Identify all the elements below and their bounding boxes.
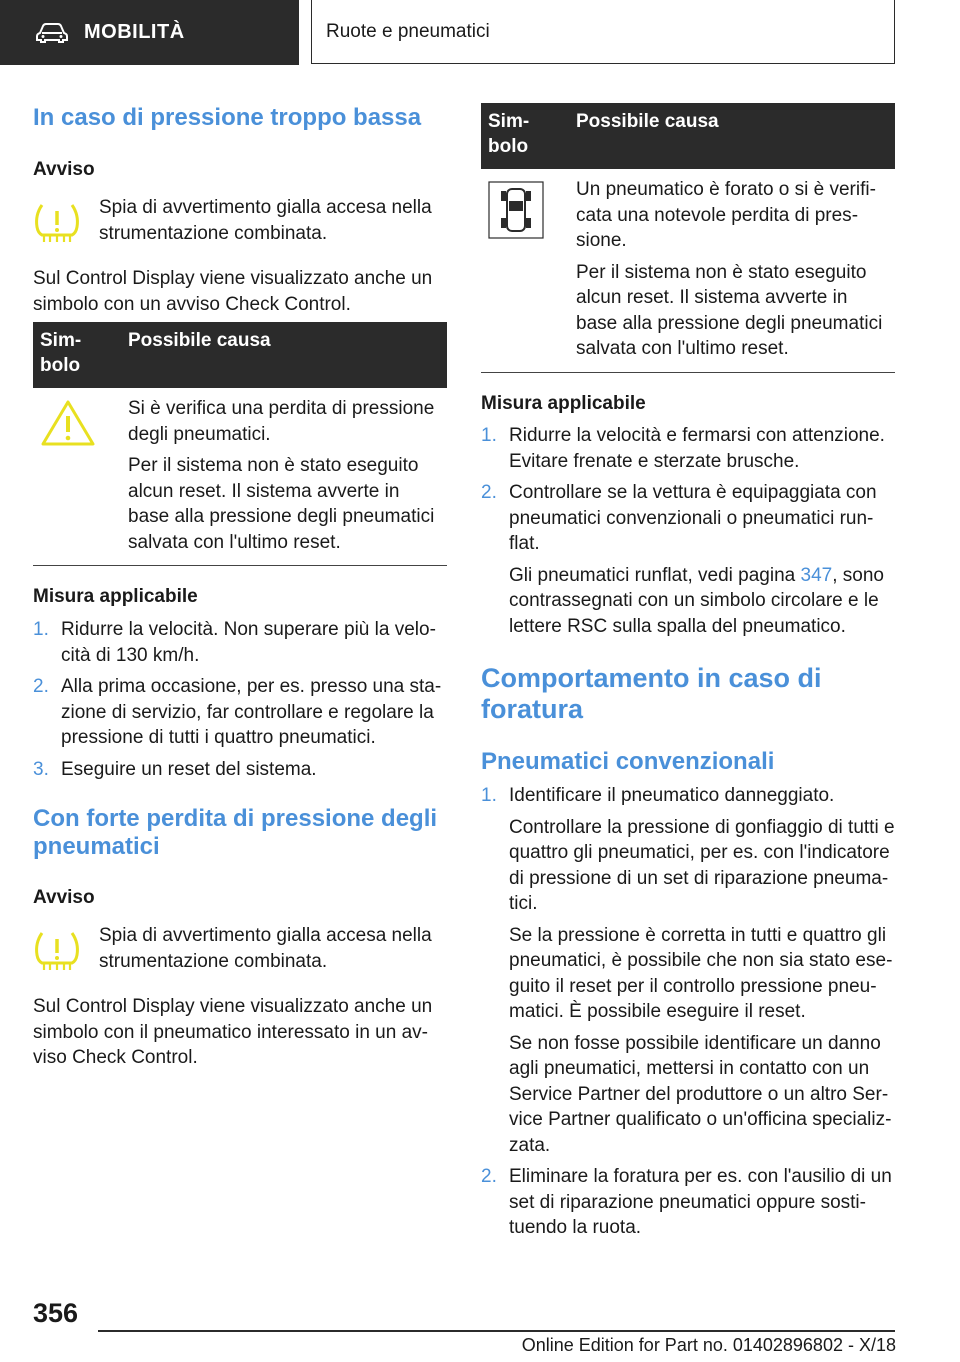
list-item [33, 674, 447, 751]
step-number: 2. [481, 482, 497, 503]
conventional-steps [481, 783, 895, 1247]
notice2-label: Avviso [33, 887, 95, 908]
cause-text-1: Si è verifica una perdita di pressione degli pneumatici. [128, 398, 435, 445]
car-tire-top-view-icon [488, 181, 544, 239]
step-number: 2. [481, 1166, 497, 1187]
chapter-tab [311, 0, 895, 64]
list-item [33, 757, 447, 783]
step-text: Controllare se la vettura è equipaggiata con pneumatici convenzionali o pneumatici runflat. [509, 482, 877, 554]
puncture-title: Comportamento in caso di foratura [481, 663, 822, 724]
list-item [481, 1164, 895, 1241]
step-text: Ridurre la velocità. Non superare più la velocità di 130 km/h. [61, 619, 436, 666]
step-number: 3. [33, 758, 49, 780]
measure-label: Misura applicabile [33, 586, 198, 607]
step-number: 2. [33, 676, 49, 697]
table-row [33, 388, 447, 566]
chapter-title: Ruote e pneumatici [326, 20, 490, 42]
notice-row [33, 195, 447, 250]
step-paragraph: Controllare la pressione di gonfiaggio di tutti e quattro gli pneumatici, per es. con l'indicatore di pressione di un set di riparazione pneumatici. [509, 816, 895, 914]
tire-pressure-warning-icon [33, 929, 81, 973]
section-title: MOBILITÀ [84, 21, 185, 43]
list-item [481, 783, 895, 1158]
control-display-text: Sul Control Display viene visualizzato anche un simbolo con un avviso Check Control. [33, 268, 433, 315]
notice-text: Spia di avvertimento gialla accesa nella strumentazione combinata. [99, 197, 432, 244]
measure-steps [33, 617, 447, 788]
step-text: Identificare il pneumatico danneggiato. [509, 785, 835, 806]
col-cause-header: Possibile causa [569, 103, 895, 169]
step-number: 1. [481, 425, 497, 446]
list-item [33, 617, 447, 668]
notice2-text: Spia di avvertimento gialla accesa nella strumentazione combinata. [99, 925, 432, 972]
step-paragraph: Se non fosse possibile identificare un danno agli pneumatici, mettersi in contatto con un Service Partner del produttore o un altro Service Partner qualificato o un'officina specializzata. [509, 1032, 892, 1156]
cause-text-1: Un pneumatico è forato o si è verificata una notevole perdita di pressione. [576, 179, 876, 251]
step-text: Ridurre la velocità e fermarsi con attenzione. Evitare frenate e sterzate brusche. [509, 425, 885, 472]
table-row [481, 169, 895, 372]
runflat-note: Gli pneumatici runflat, vedi pagina 347, sono contrassegnati con un simbolo circolare e le lettere RSC sulla spalla del pneumatico. [509, 564, 884, 637]
measure-steps [481, 423, 895, 645]
list-item [481, 423, 895, 474]
section-tab [0, 0, 299, 65]
car-icon [36, 23, 68, 43]
step-number: 1. [33, 619, 49, 640]
symbol-table-left [33, 322, 447, 566]
cause-text-2: Per il sistema non è stato eseguito alcun reset. Il sistema avverte in base alla pressione degli pneumatici salvata con l'ultimo reset. [128, 455, 435, 553]
step-text: Eseguire un reset del sistema. [61, 758, 317, 780]
low-pressure-title: In caso di pressione troppo bassa [33, 104, 422, 131]
conventional-tires-title: Pneumatici convenzionali [481, 748, 775, 775]
page-number: 356 [33, 1298, 79, 1328]
step-text: Alla prima occasione, per es. presso una stazione di servizio, far controllare e regolare la pressione di tutti i quattro pneumatici. [61, 676, 442, 748]
warning-triangle-icon [40, 398, 96, 448]
notice-label: Avviso [33, 159, 95, 180]
control-display-text-2: Sul Control Display viene visualizzato anche un simbolo con il pneumatico interessato in un avviso Check Control. [33, 996, 433, 1068]
step-paragraph: Se la pressione è corretta in tutti e quattro gli pneumatici, è possibile che non sia stato eseguito il reset per il controllo pressione pneumatici. È possibile eseguire il reset. [509, 924, 893, 1022]
cause-text-2: Per il sistema non è stato eseguito alcun reset. Il sistema avverte in base alla pressione degli pneumatici salvata con l'ultimo reset. [576, 261, 883, 359]
step-text: Eliminare la foratura per es. con l'ausilio di un set di riparazione pneumatici oppure sostituendo la ruota. [509, 1166, 892, 1238]
strong-loss-title: Con forte perdita di pressione degli pneumatici [33, 805, 438, 860]
page-link[interactable]: 347 [800, 564, 833, 586]
list-item [481, 480, 895, 639]
tire-pressure-warning-icon [33, 201, 81, 245]
edition-text: Online Edition for Part no. 01402896802 - X/18 [521, 1335, 896, 1355]
col-symbol-header: Simbolo [33, 322, 121, 388]
measure-label: Misura applicabile [481, 393, 646, 414]
footer-divider [98, 1330, 895, 1332]
col-cause-header: Possibile causa [121, 322, 447, 388]
symbol-table-right [481, 103, 895, 373]
step-number: 1. [481, 785, 497, 806]
col-symbol-header: Simbolo [481, 103, 569, 169]
notice2-row [33, 923, 447, 978]
